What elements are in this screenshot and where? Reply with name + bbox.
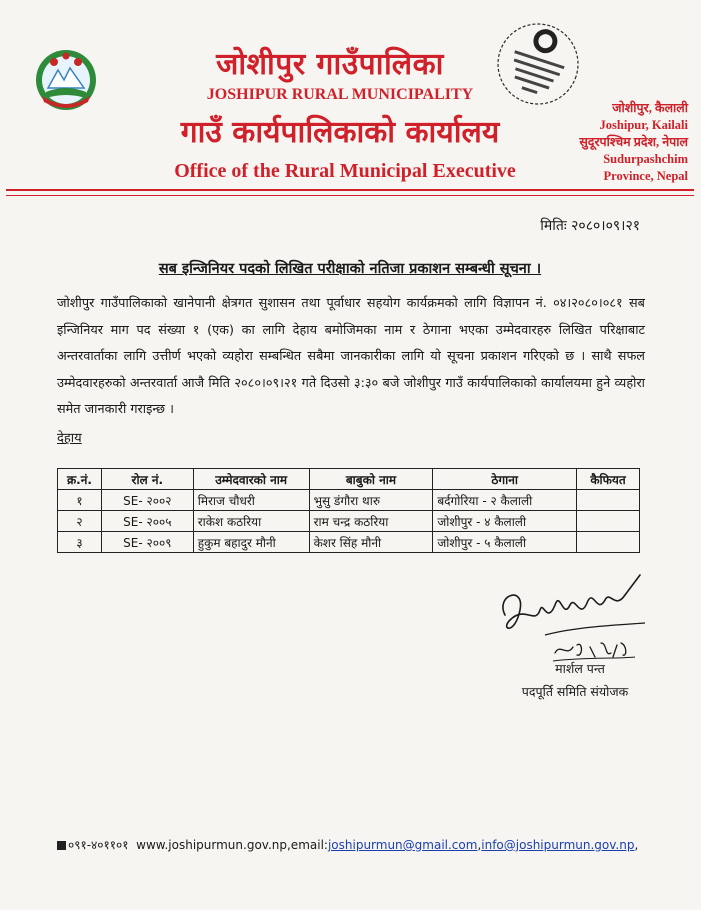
table-row: [58, 490, 640, 511]
signatory-name: मार्शल पन्त: [555, 661, 605, 676]
notice-body: जोशीपुर गाउँपालिकाको खानेपानी क्षेत्रगत सुशासन तथा पूर्वाधार सहयोग कार्यक्रमको लागि विज्ञापन नं. ०४।२०८०।०८१ सब इन्जिनियर माग पद संख्या १ (एक) का लागि देहाय बमोजिमका नाम र ठेगाना भएका उम्मेदवारहरु लिखित परिक्षाबाट अन्तरवार्ताका लागि उत्तीर्ण भएको व्यहोरा सम्बन्धित सबैमा जानकारीका लागि यो सूचना प्रकाशन गरिएको छ । साथै सफल उम्मेदवारहरुको अन्तरवार्ता आजै मिति २०८०।०९।२१ गते दिउसो ३:३० बजे जोशीपुर गाउँ कार्यपालिकाको कार्यालयमा हुने व्यहोरा समेत जानकारी गराइन्छ ।: [57, 296, 645, 417]
email-link[interactable]: joshipurmun@gmail.com: [327, 838, 478, 852]
email-link[interactable]: info@joshipurmun.gov.np: [481, 838, 635, 852]
address-line: Joshipur, Kailali: [599, 118, 688, 132]
cell-father: भुसु डंगौरा थारु: [309, 490, 433, 511]
notice-date: मितिः २०८०।०९।२१: [540, 218, 640, 234]
col-header-sn: क्र.नं.: [58, 469, 102, 490]
cell-sn: २: [58, 511, 102, 532]
nepal-emblem-icon: [34, 48, 98, 112]
cell-roll: SE- २००९: [101, 532, 193, 553]
col-header-father: बाबुको नाम: [309, 469, 433, 490]
address-line: Sudurpashchim: [603, 152, 688, 166]
cell-remarks: [577, 511, 640, 532]
cell-address: जोशीपुर - ५ कैलाली: [433, 532, 577, 553]
header-divider: [6, 195, 694, 196]
cell-sn: ३: [58, 532, 102, 553]
table-row: [58, 511, 640, 532]
notice-subject: सब इन्जिनियर पदको लिखित परीक्षाको नतिजा प्रकाशन सम्बन्धी सूचना ।: [158, 261, 542, 277]
signatory-title: पदपूर्ति समिति संयोजक: [521, 684, 629, 699]
cell-roll: SE- २००५: [101, 511, 193, 532]
list-heading: देहाय: [57, 431, 82, 446]
col-header-roll: रोल नं.: [101, 469, 193, 490]
office-name-en: Office of the Rural Municipal Executive: [174, 160, 516, 182]
cell-remarks: [577, 490, 640, 511]
cell-candidate: राकेश कठरिया: [193, 511, 309, 532]
footer-end: ,: [634, 838, 639, 852]
header-divider: [6, 189, 694, 191]
cell-candidate: मिराज चौधरी: [193, 490, 309, 511]
footer-phone: ०९१-४०११०१: [68, 838, 129, 852]
cell-roll: SE- २००२: [101, 490, 193, 511]
cell-address: बर्दगोरिया - २ कैलाली: [433, 490, 577, 511]
table-header-row: [58, 469, 640, 490]
office-address: [548, 100, 688, 185]
municipality-name-en: JOSHIPUR RURAL MUNICIPALITY: [206, 86, 474, 103]
municipality-name-np: जोशीपुर गाउँपालिका: [216, 47, 444, 82]
address-line: Province, Nepal: [603, 169, 688, 183]
table-row: [58, 532, 640, 553]
cell-sn: १: [58, 490, 102, 511]
cell-address: जोशीपुर - ४ कैलाली: [433, 511, 577, 532]
cell-remarks: [577, 532, 640, 553]
candidate-table: [57, 468, 640, 553]
col-header-address: ठेगाना: [433, 469, 577, 490]
footer-website: www.joshipurmun.gov.np,email:: [136, 838, 328, 852]
col-header-remarks: कैफियत: [577, 469, 640, 490]
cell-father: केशर सिंह मौनी: [309, 532, 433, 553]
address-line: जोशीपुर, कैलाली: [612, 101, 688, 115]
address-line: सुदूरपश्चिम प्रदेश, नेपाल: [579, 135, 688, 149]
phone-icon: [57, 841, 66, 850]
office-name-np: गाउँ कार्यपालिकाको कार्यालय: [180, 115, 500, 150]
cell-father: राम चन्द्र कठरिया: [309, 511, 433, 532]
col-header-candidate: उम्मेदवारको नाम: [193, 469, 309, 490]
cell-candidate: हुकुम बहादुर मौनी: [193, 532, 309, 553]
office-stamp-icon: [492, 18, 584, 110]
handwritten-signature-icon: [485, 565, 655, 675]
footer-separator: ,: [477, 838, 482, 852]
footer-contact: [57, 836, 677, 853]
